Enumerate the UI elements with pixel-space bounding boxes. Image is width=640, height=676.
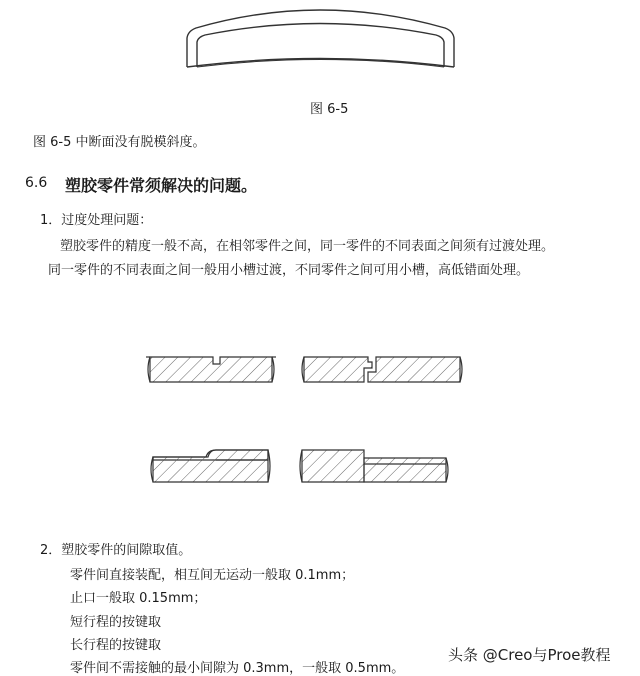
item2-line: 短行程的按键取: [70, 615, 162, 630]
item2-line: 止口一般取 0.15mm；: [70, 591, 207, 606]
item2-title: 2．塑胶零件的间隙取值。: [40, 543, 192, 558]
item1-title: 1．过度处理问题：: [40, 213, 153, 228]
section-title: 塑胶零件常须解决的问题。: [65, 176, 258, 195]
figure-caption: 图 6-5: [310, 102, 349, 117]
section-number: 6.6: [25, 175, 48, 191]
diagram-single-step: [151, 450, 270, 482]
item2-line: 零件间不需接触的最小间隙为 0.3mm，一般取 0.5mm。: [70, 661, 405, 676]
diagram-two-parts-offset: [300, 450, 448, 482]
watermark: 头条 @Creo与Proe教程: [448, 646, 611, 664]
item1-paragraph-line2: 同一零件的不同表面之间一般用小槽过渡，不同零件之间可用小槽，高低错面处理。: [48, 263, 530, 278]
figure-note: 图 6-5 中断面没有脱模斜度。: [33, 135, 206, 150]
diagram-single-groove: [146, 357, 276, 382]
item2-line: 长行程的按键取: [70, 638, 162, 653]
diagram-two-parts-groove: [302, 357, 462, 382]
item1-paragraph-line1: 塑胶零件的精度一般不高，在相邻零件之间，同一零件的不同表面之间须有过渡处理。: [60, 239, 555, 254]
item2-line: 零件间直接装配，相互间无运动一般取 0.1mm；: [70, 568, 355, 583]
